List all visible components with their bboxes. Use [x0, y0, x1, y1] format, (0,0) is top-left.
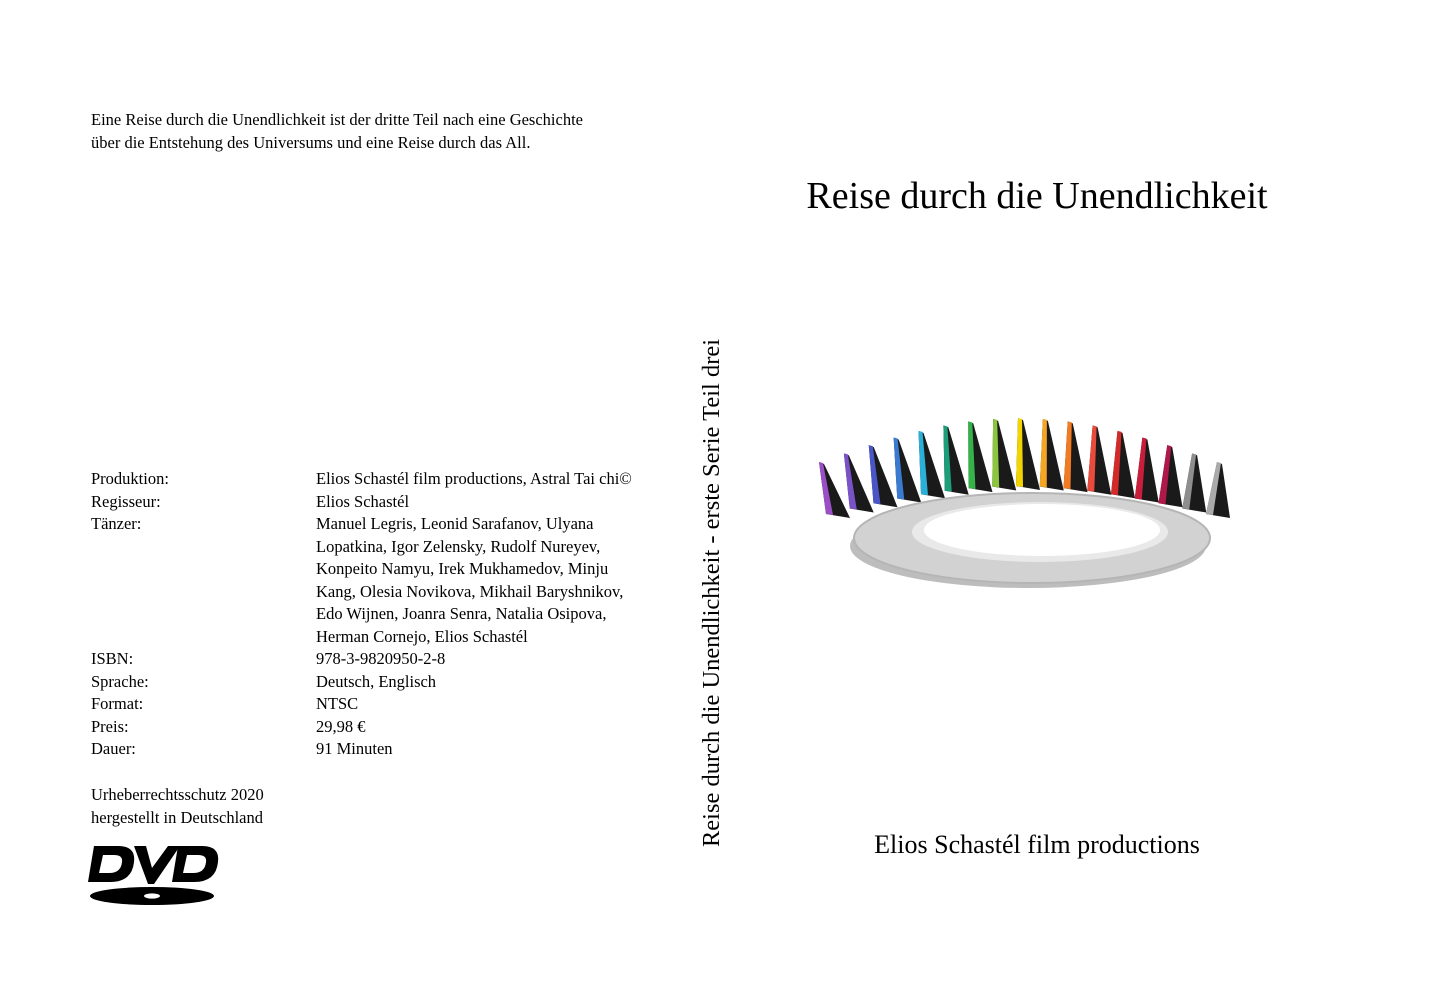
copyright-notice [91, 783, 264, 829]
credit-row-sprache [91, 671, 691, 694]
rainbow-spiked-ring-icon [818, 404, 1238, 594]
back-intro-text [91, 108, 671, 154]
credit-value-line: Edo Wijnen, Joanra Senra, Natalia Osipova, [316, 604, 607, 623]
credit-value-line: Herman Cornejo, Elios Schastél [316, 626, 528, 646]
credit-value [316, 693, 681, 716]
credit-label: Format: [91, 694, 144, 713]
credit-value-line: Konpeito Namyu, Irek Mukhamedov, Minju [316, 559, 609, 578]
credit-label: Produktion: [91, 469, 169, 488]
intro-line: über die Entstehung des Universums und eine Reise durch das All. [91, 133, 531, 152]
credit-row-produktion [91, 468, 691, 491]
dvd-logo-icon [88, 842, 222, 910]
credit-label: Sprache: [91, 671, 149, 691]
credit-label: Dauer: [91, 739, 136, 758]
front-title: Reise durch die Unendlichkeit [806, 175, 1268, 217]
credit-value-line: Lopatkina, Igor Zelensky, Rudolf Nureyev, [316, 536, 601, 556]
credit-value [316, 491, 681, 514]
credit-value [316, 671, 681, 694]
credit-value-line: 91 Minuten [316, 739, 393, 758]
copyright-line: Urheberrechtsschutz 2020 [91, 785, 264, 804]
credit-value-line: NTSC [316, 694, 359, 713]
emblem-spike-color [1016, 418, 1023, 487]
credit-value-line: 978-3-9820950-2-8 [316, 649, 446, 668]
credit-row-preis [91, 716, 691, 739]
credit-value-line: Manuel Legris, Leonid Sarafanov, Ulyana [316, 514, 594, 533]
credit-value [316, 716, 681, 739]
credit-label: Preis: [91, 716, 129, 736]
credit-value-line: Kang, Olesia Novikova, Mikhail Baryshnikov, [316, 581, 624, 601]
spine-title: Reise durch die Unendlichkeit - erste Serie Teil drei [698, 338, 725, 848]
credit-value-line: 29,98 € [316, 716, 366, 736]
credit-row-taenzer [91, 513, 691, 648]
credit-value [316, 738, 681, 761]
origin-line: hergestellt in Deutschland [91, 808, 263, 827]
credit-value [316, 468, 681, 491]
emblem-spike-color [1064, 421, 1072, 489]
emblem-spike-color [1040, 419, 1047, 488]
credit-row-regisseur [91, 491, 691, 514]
credit-value-line: Elios Schastél film productions, Astral Tai chi© [316, 469, 632, 488]
credit-row-isbn [91, 648, 691, 671]
credit-value [316, 513, 681, 648]
ring-hole [924, 504, 1160, 556]
credit-label: Tänzer: [91, 514, 142, 533]
credit-value [316, 648, 681, 671]
credit-value-line: Elios Schastél [316, 491, 410, 511]
production-company: Elios Schastél film productions [874, 830, 1200, 859]
credit-label: Regisseur: [91, 491, 161, 511]
credit-value-line: Deutsch, Englisch [316, 671, 437, 691]
credit-label: ISBN: [91, 649, 134, 668]
credit-row-format [91, 693, 691, 716]
intro-line: Eine Reise durch die Unendlichkeit ist der dritte Teil nach eine Geschichte [91, 110, 583, 129]
credit-row-dauer [91, 738, 691, 761]
credits-table [91, 468, 691, 761]
